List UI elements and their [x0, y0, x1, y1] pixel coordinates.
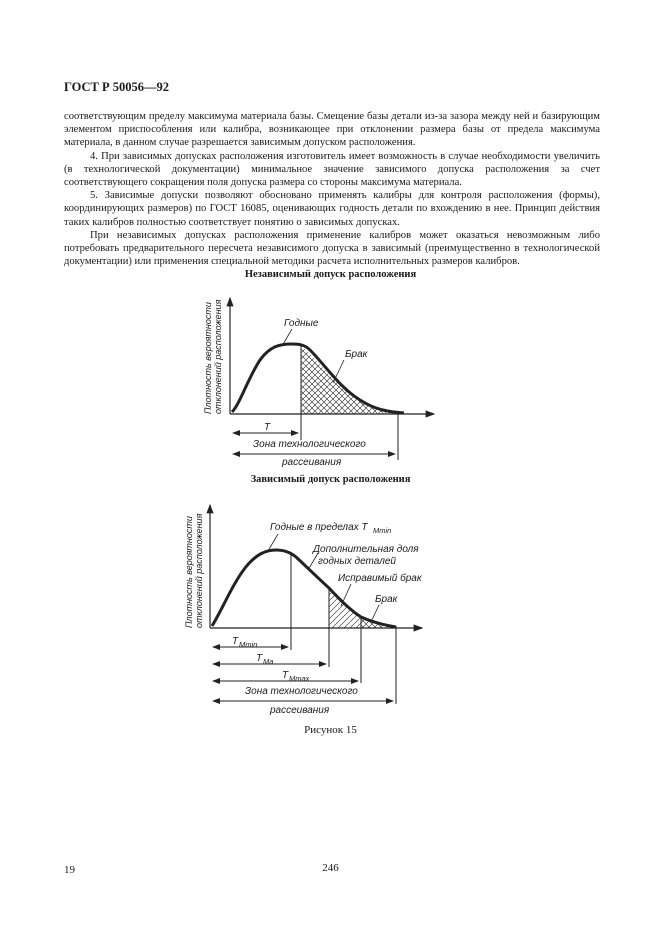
- leader-additional: [308, 553, 318, 570]
- body-text: [64, 110, 600, 268]
- figure1-caption: Независимый допуск расположения: [244, 269, 417, 280]
- leader-defect: [333, 360, 344, 383]
- zone-label-1: Зона технологического: [245, 686, 358, 697]
- y-axis-label-2: отклонений расположения: [194, 513, 204, 628]
- label-good: Годные: [284, 318, 319, 329]
- page-number-left: 19: [64, 864, 75, 876]
- dim-TMmax-label: T: [282, 670, 289, 681]
- label-T: T: [264, 422, 271, 433]
- zone-label-1: Зона технологического: [253, 439, 366, 450]
- zone-label-2: рассеивания: [282, 457, 342, 468]
- dim-TMmax-sub: Mmax: [289, 674, 310, 683]
- paragraph-2: 4. При зависимых допусках расположения изготовитель имеет возможность в случае необходимости увеличить (в технологической документации) минимальное значение зависимого допуска расположения за счет соответствующего сокращения поля допуска размера со стороны максимума материала.: [64, 150, 600, 189]
- leader-good: [268, 534, 278, 551]
- label-defect: Брак: [375, 594, 398, 605]
- dim-TMmin-label: T: [232, 636, 239, 647]
- dim-TMmin-sub: Mmin: [239, 640, 258, 649]
- figure-caption: Рисунок 15: [304, 724, 357, 736]
- label-defect: Брак: [345, 349, 368, 360]
- document-header: ГОСТ Р 50056—92: [64, 80, 170, 94]
- leader-defect: [371, 605, 379, 622]
- zone-label-2: рассеивания: [270, 705, 330, 716]
- page-number-center: 246: [322, 862, 339, 874]
- label-additional-1: Дополнительная доля: [313, 544, 419, 555]
- y-axis-label-1: Плотность вероятности: [184, 516, 194, 628]
- label-good-in-TMmin: Годные в пределах T: [270, 522, 368, 533]
- dim-TMa-label: T: [256, 653, 263, 664]
- label-good-sub: Mmin: [373, 526, 392, 535]
- y-axis-label-2: отклонений расположения: [213, 299, 223, 414]
- figure2-caption: Зависимый допуск расположения: [250, 474, 411, 485]
- figure2-diagram: [180, 495, 470, 720]
- paragraph-1: соответствующим пределу максимума материала базы. Смещение базы детали из-за зазора между ней и базирующим элементом приспособления или калибра, возникающее при отклонении размера базы от предела максимума материала, в данном случае разрешается зависимым допуском расположения.: [64, 111, 600, 149]
- label-additional-2: годных деталей: [318, 556, 396, 567]
- label-fixable-defect: Исправимый брак: [338, 573, 422, 584]
- dim-TMa-sub: Ma: [263, 657, 274, 666]
- leader-fixable: [341, 584, 351, 606]
- paragraph-4: При независимых допусках расположения применение калибров может оказаться невозможным либо потребовать предварительного пересчета независимого допуска в зависимый (преимущественно в технологической документации) или применения специальной методики расчета исполнительных размеров калибров.: [64, 229, 600, 268]
- paragraph-3: 5. Зависимые допуски позволяют обосновано применять калибры для контроля расположения (формы), координирующих размеров) по ГОСТ 16085, оценивающих годность детали по вхождению в нее. Принцип действия таких калибров полностью соответствует понятию о зависимых допусках.: [64, 190, 600, 228]
- figure1-diagram: [190, 290, 450, 470]
- y-axis-label-1: Плотность вероятности: [203, 302, 213, 414]
